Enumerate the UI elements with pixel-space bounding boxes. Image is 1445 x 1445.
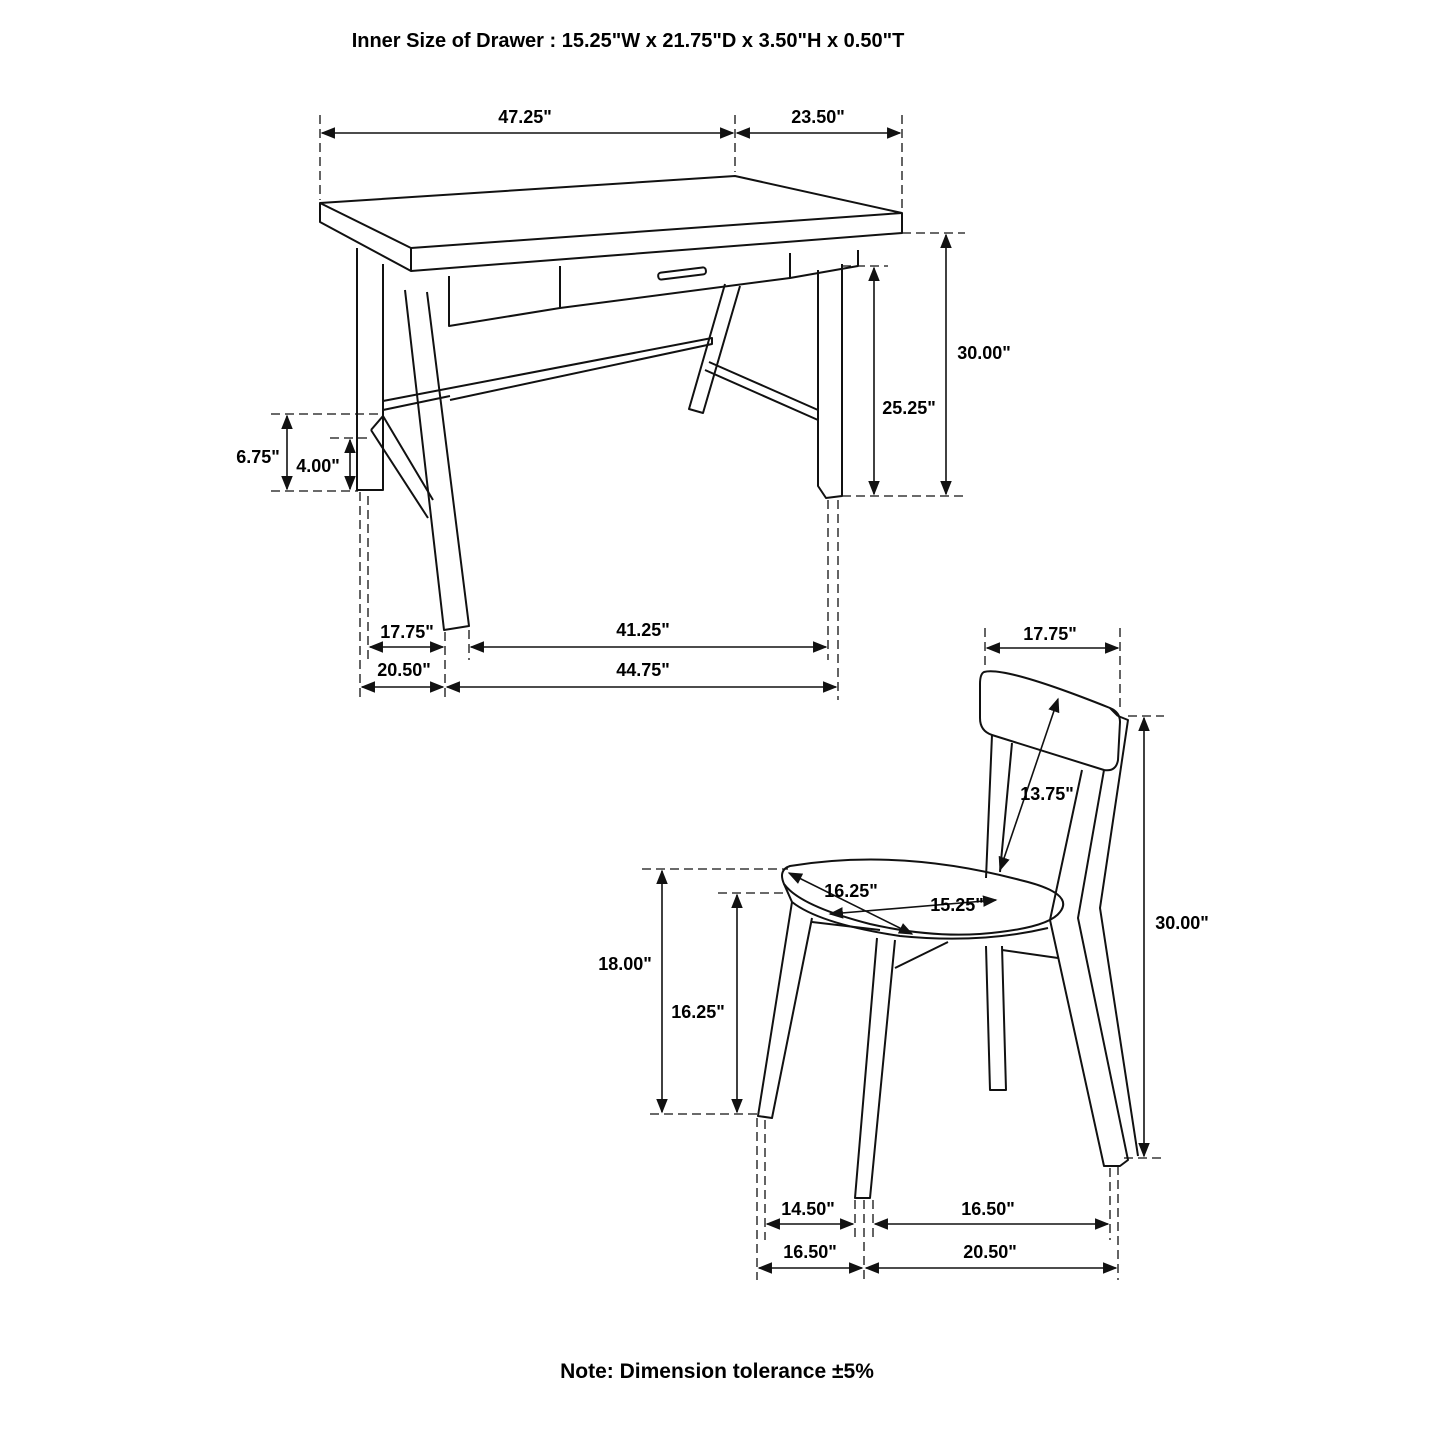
chair-seat-depth-label: 16.25" <box>824 881 878 901</box>
desk-stretcher-lower-label: 4.00" <box>296 456 340 476</box>
chair-side-inner-label: 16.50" <box>961 1199 1015 1219</box>
desk-top-width-label: 47.25" <box>498 107 552 127</box>
desk-leg-inner-depth-label: 17.75" <box>380 622 434 642</box>
desk-leg <box>357 248 383 490</box>
desk-leg-outer-width-label: 44.75" <box>616 660 670 680</box>
chair-leg <box>986 946 1006 1090</box>
tolerance-note: Note: Dimension tolerance ±5% <box>560 1360 874 1383</box>
chair-seat-width-label: 15.25" <box>930 895 984 915</box>
chair-drawing <box>598 624 1209 1280</box>
desk-top-depth-label: 23.50" <box>791 107 845 127</box>
chair-back-height-label: 13.75" <box>1020 784 1074 804</box>
desk-leg <box>405 290 469 630</box>
chair-leg <box>758 902 812 1118</box>
chair-total-height-label: 30.00" <box>1155 913 1209 933</box>
chair-front-inner-label: 14.50" <box>781 1199 835 1219</box>
desk-leg <box>689 284 740 413</box>
desk-drawer <box>560 253 790 308</box>
desk-top <box>320 176 902 271</box>
desk-total-height-label: 30.00" <box>957 343 1011 363</box>
desk-leg-outer-depth-label: 20.50" <box>377 660 431 680</box>
drawer-handle <box>658 267 706 280</box>
chair-back-width-label: 17.75" <box>1023 624 1077 644</box>
drawer-inner-size-title: Inner Size of Drawer : 15.25"W x 21.75"D x 3.50"H x 0.50"T <box>351 30 905 52</box>
desk-leg <box>818 264 842 498</box>
chair-side-outer-label: 20.50" <box>963 1242 1017 1262</box>
desk-drawing <box>236 107 1011 700</box>
desk-clearance-label: 25.25" <box>882 398 936 418</box>
chair-seat-height-label: 18.00" <box>598 954 652 974</box>
chair-front-outer-label: 16.50" <box>783 1242 837 1262</box>
chair-leg <box>855 938 895 1198</box>
desk-leg-inner-width-label: 41.25" <box>616 620 670 640</box>
desk-stretcher-height-label: 6.75" <box>236 447 280 467</box>
chair-seat-lower-label: 16.25" <box>671 1002 725 1022</box>
